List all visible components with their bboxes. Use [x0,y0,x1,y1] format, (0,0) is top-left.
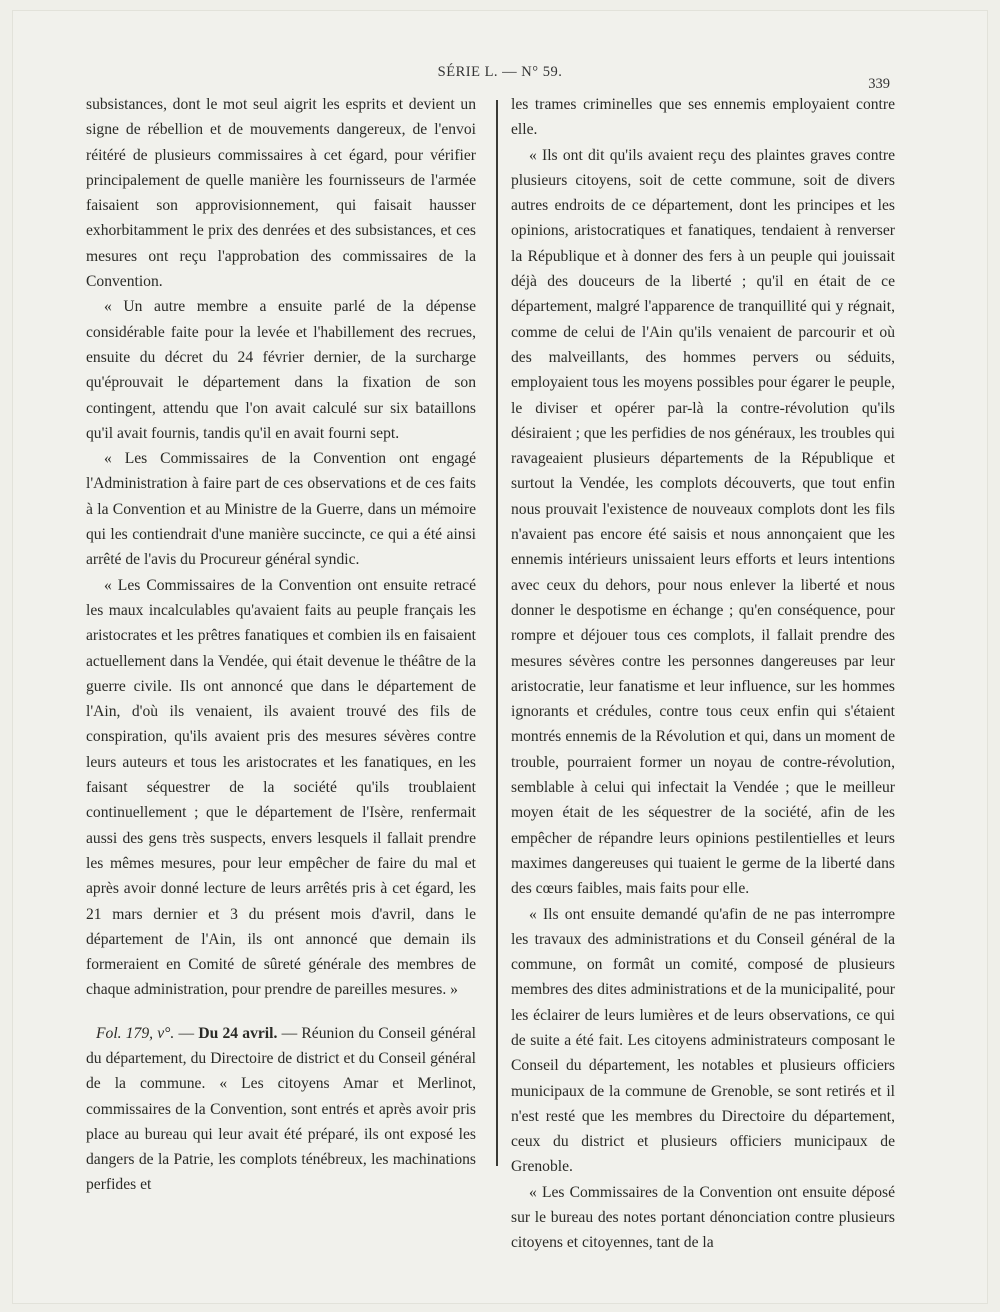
left-column [86,92,476,1198]
paragraph: subsistances, dont le mot seul aigrit les esprits et devient un signe de rébellion et de mouvements dangereux, de l'envoi réitéré de plusieurs commissaires à cet égard, pour vérifier principalement de quelle manière les fournisseurs de l'armée faisaient son approvisionnement, qui faisait hausser exhorbitamment le prix des denrées et des subsistances, et ces mesures ont reçu l'approbation des commissaires de la Convention. [86,96,476,291]
paragraph: « Les Commissaires de la Convention ont engagé l'Administration à faire part de ces observations et de ces faits à la Convention et au Ministre de la Guerre, dans un mémoire qui les contiendrait d'une manière succincte, ce qui a été ainsi arrêté de l'avis du Procureur général syndic. [86,450,476,569]
page-number: 339 [868,76,890,92]
right-column [511,92,895,1256]
paragraph: « Les Commissaires de la Convention ont ensuite retracé les maux incalculables qu'avaient faits au peuple français les aristocrates et les prêtres fanatiques et combien ils en faisaient actuellement dans la Vendée, qui était devenue le théâtre de la guerre civile. Ils ont annoncé que dans le département de l'Ain, d'où ils venaient, ils avaient trouvé des fils de conspiration, qu'ils avaient pris des mesures sévères contre leurs auteurs et tous les aristocrates et les fanatiques, en les faisant séquestrer de la société qu'ils troublaient continuellement ; que le département de l'Isère, renfermait aussi des gens très suspects, envers lesquels il fallait prendre les mêmes mesures, pour leur empêcher de faire du mal et après avoir donné lecture de leurs arrêtés pris à cet égard, les 21 mars dernier et 3 du présent mois d'avril, dans le département de l'Ain, ils ont annoncé que demain ils formeraient en Comité de sûreté générale des membres de chaque administration, pour prendre de pareilles mesures. » [86,576,476,999]
folio-entry [86,1021,476,1198]
column-divider [496,100,498,1166]
paragraph: « Ils ont ensuite demandé qu'afin de ne pas interrompre les travaux des administrations et du Conseil général de la commune, on formât un comité, composé de plusieurs membres des dites administrations et de la municipalité, pour les éclairer de leurs lumières et de leurs observations, ce qui de suite a été fait. Les citoyens administrateurs composant le Conseil du département, les notables et plusieurs officiers municipaux de la commune de Grenoble, se sont retirés et il n'est resté que les membres du Directoire du département, ceux du district et plusieurs officiers municipaux de Grenoble. [511,905,895,1176]
paragraph: « Ils ont dit qu'ils avaient reçu des plaintes graves contre plusieurs citoyens, soit de cette commune, soit de divers autres endroits de ce département, dont les principes et les opinions, aristocratiques et fanatiques, tendaient à renverser la République et à donner des fers à un peuple qui jouissait déjà des douceurs de la liberté ; qu'il en était de ce département, malgré l'apparence de tranquillité qui y régnait, comme de celui de l'Ain qu'ils venaient de parcourir et où des malveillants, des hommes pervers ou séduits, employaient tous les moyens possibles pour égarer le peuple, le diviser et opérer par-là la contre-révolution qu'ils désiraient ; que les perfidies de nos généraux, les troubles qui ravageaient plusieurs départements de la République et surtout la Vendée, les complots découverts, que tout enfin nous prouvait l'existence de nouveaux complots dont les fils n'avaient pas encore été saisis et nous annonçaient que les ennemis intérieurs unissaient leurs efforts et leurs intentions avec ceux du dehors, pour nous enlever la liberté et nous donner le despotisme en échange ; qu'en conséquence, pour rompre et déjouer tous ces complots, il fallait prendre des mesures sévères contre les personnes dangereuses par leur aristocratie, leur fanatisme et leur influence, sur les hommes ignorants et crédules, contre tous ceux enfin qui s'étaient montrés ennemis de la Révolution et qui, dans un moment de trouble, pourraient former un noyau de contre-révolution, semblable à celui qui infectait la Vendée ; que le meilleur moyen était de les séquestrer de la société, afin de les empêcher de répandre leurs opinions pestilentielles et leurs maximes dangereuses qui tuaient le germe de la liberté dans des cœurs faibles, mais faits pour elle. [511,146,895,898]
paragraph: « Les Commissaires de la Convention ont ensuite déposé sur le bureau des notes portant dénonciation contre plusieurs citoyens et citoyennes, tant de la [511,1183,895,1252]
folio-reference: Fol. 179, v°. [96,1024,175,1042]
entry-text: — Réunion du Conseil général du département, du Directoire de district et du Conseil général de la commune. « Les citoyens Amar et Merlinot, commissaires de la Convention, sont entrés et après avoir pris place au bureau qui leur avait été préparé, ils ont exposé les dangers de la Patrie, les complots ténébreux, les machinations perfides et [86,1024,476,1194]
running-title: SÉRIE L. — N° 59. [437,64,563,80]
entry-date: Du 24 avril. [198,1024,278,1042]
entry-dash: — [174,1024,199,1042]
paragraph: « Un autre membre a ensuite parlé de la dépense considérable faite pour la levée et l'habillement des recrues, ensuite du décret du 24 février dernier, de la surcharge qu'éprouvait le département dans la fixation de son contingent, attendu que l'on avait calculé sur six bataillons qu'il avait fournis, tandis qu'il en avait fourni sept. [86,298,476,442]
paragraph: les trames criminelles que ses ennemis employaient contre elle. [511,96,895,139]
